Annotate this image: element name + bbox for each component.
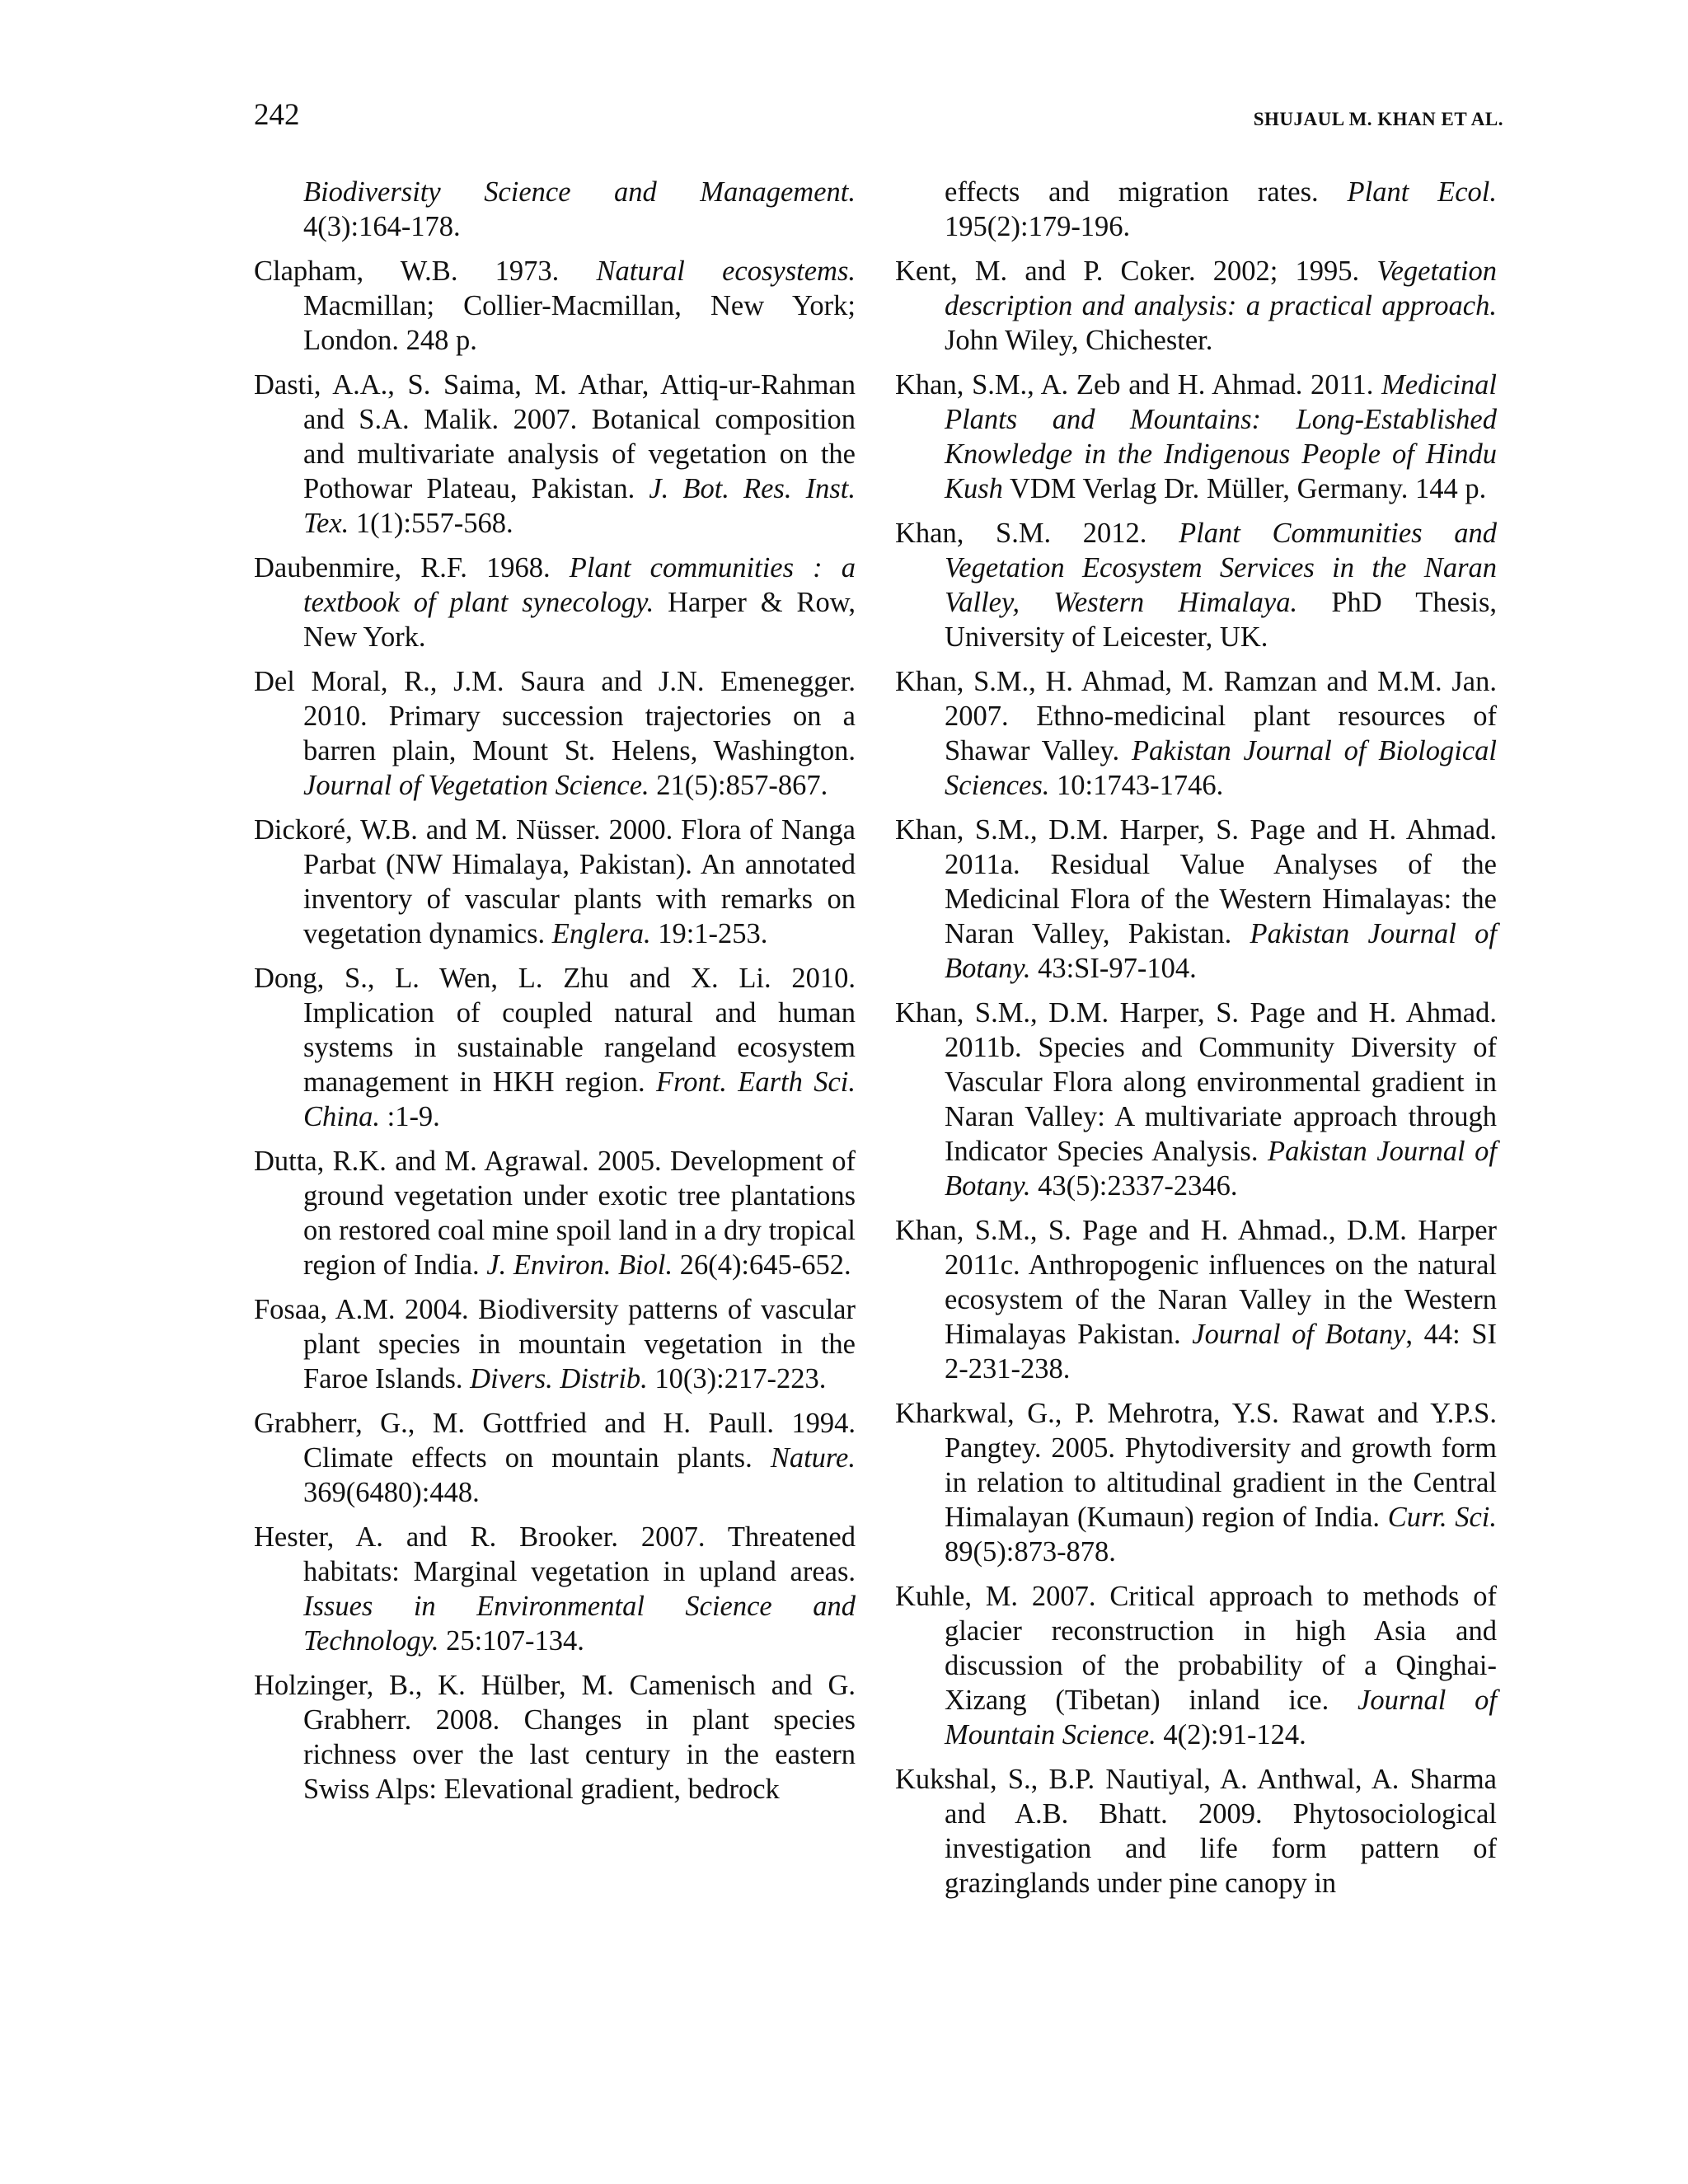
- reference-continuation: [254, 175, 856, 244]
- reference-continuation: [895, 175, 1497, 244]
- reference-entry: [254, 961, 856, 1134]
- reference-entry: [895, 813, 1497, 986]
- reference-entry: [895, 1762, 1497, 1900]
- reference-entry: [254, 1668, 856, 1807]
- reference-text: Khan, S.M., D.M. Harper, S. Page and H. Ahmad. 2011b. Species and Community Diversity of Vascular Flora along environmental gradient in Naran Valley: A multivariate approach through Indicator Species Analysis.: [895, 997, 1497, 1167]
- reference-source-italic: Plant communities : a textbook of plant synecology.: [303, 552, 856, 618]
- reference-text: 10:1743-1746.: [1049, 770, 1224, 801]
- reference-text: Kharkwal, G., P. Mehrotra, Y.S. Rawat and Y.P.S. Pangtey. 2005. Phytodiversity and growth form in relation to altitudinal gradient in the Central Himalayan (Kumaun) region of India.: [895, 1398, 1497, 1533]
- reference-entry: [895, 664, 1497, 803]
- reference-text: Dutta, R.K. and M. Agrawal. 2005. Development of ground vegetation under exotic tree plantations on restored coal mine spoil land in a dry tropical region of India.: [254, 1146, 856, 1281]
- reference-text: Kukshal, S., B.P. Nautiyal, A. Anthwal, A. Sharma and A.B. Bhatt. 2009. Phytosociological investigation and life form pattern of grazinglands under pine canopy in: [895, 1764, 1497, 1899]
- reference-text: 369(6480):448.: [303, 1477, 480, 1508]
- reference-source-italic: Plant Communities and Vegetation Ecosystem Services in the Naran Valley, Western Himalaya.: [945, 518, 1497, 618]
- reference-source-italic: J. Bot. Res. Inst. Tex.: [303, 473, 856, 539]
- reference-source-italic: Plant Ecol.: [1347, 176, 1498, 208]
- reference-source-italic: Pakistan Journal of Biological Sciences.: [945, 735, 1497, 801]
- references-right-column: [895, 175, 1497, 1910]
- reference-text: Fosaa, A.M. 2004. Biodiversity patterns of vascular plant species in mountain vegetation in the Faroe Islands.: [254, 1294, 856, 1394]
- reference-text: 21(5):857-867.: [649, 770, 828, 801]
- page-number: 242: [254, 98, 300, 132]
- reference-text: Khan, S.M., D.M. Harper, S. Page and H. Ahmad. 2011a. Residual Value Analyses of the Medicinal Flora of the Western Himalayas: the Naran Valley, Pakistan.: [895, 814, 1497, 949]
- reference-source-italic: Pakistan Journal of Botany.: [945, 918, 1497, 984]
- reference-entry: [895, 516, 1497, 654]
- reference-source-italic: J. Environ. Biol.: [486, 1249, 673, 1281]
- reference-source-italic: Journal of Vegetation Science.: [303, 770, 649, 801]
- reference-text: Khan, S.M. 2012.: [895, 518, 1179, 549]
- reference-entry: [254, 368, 856, 541]
- reference-text: Dickoré, W.B. and M. Nüsser. 2000. Flora of Nanga Parbat (NW Himalaya, Pakistan). An annotated inventory of vascular plants with remarks on vegetation dynamics.: [254, 814, 856, 949]
- reference-text: Hester, A. and R. Brooker. 2007. Threatened habitats: Marginal vegetation in upland areas.: [254, 1521, 856, 1587]
- reference-text: 195(2):179-196.: [945, 211, 1131, 242]
- reference-source-italic: Medicinal Plants and Mountains: Long-Established Knowledge in the Indigenous People of Hindu Kush: [945, 369, 1497, 504]
- reference-entry: [254, 551, 856, 654]
- reference-entry: [895, 996, 1497, 1203]
- reference-entry: [254, 813, 856, 951]
- running-head: SHUJAUL M. KHAN ET AL.: [1253, 109, 1503, 129]
- reference-text: Kent, M. and P. Coker. 2002; 1995.: [895, 255, 1377, 287]
- reference-text: Daubenmire, R.F. 1968.: [254, 552, 570, 583]
- reference-source-italic: Front. Earth Sci. China.: [303, 1066, 856, 1132]
- reference-entry: [895, 1579, 1497, 1752]
- reference-source-italic: Journal of Botany: [1192, 1319, 1406, 1350]
- reference-source-italic: Natural ecosystems.: [596, 255, 856, 287]
- reference-text: :1-9.: [379, 1101, 440, 1132]
- reference-entry: [895, 254, 1497, 358]
- reference-text: 10(3):217-223.: [647, 1363, 827, 1394]
- reference-source-italic: Divers. Distrib.: [470, 1363, 648, 1394]
- reference-entry: [254, 254, 856, 358]
- reference-text: Khan, S.M., S. Page and H. Ahmad., D.M. Harper 2011c. Anthropogenic influences on the natural ecosystem of the Naran Valley in the Western Himalayas Pakistan.: [895, 1215, 1497, 1350]
- reference-text: 4(3):164-178.: [303, 211, 461, 242]
- reference-entry: [254, 1406, 856, 1510]
- reference-text: Grabherr, G., M. Gottfried and H. Paull. 1994. Climate effects on mountain plants.: [254, 1408, 856, 1474]
- reference-source-italic: Pakistan Journal of Botany.: [945, 1136, 1497, 1202]
- reference-text: Holzinger, B., K. Hülber, M. Camenisch and G. Grabherr. 2008. Changes in plant species richness over the last century in the eastern Swiss Alps: Elevational gradient, bedrock: [254, 1670, 856, 1805]
- reference-text: , 44: SI 2-231-238.: [945, 1319, 1498, 1385]
- reference-entry: [895, 368, 1497, 506]
- reference-text: Clapham, W.B. 1973.: [254, 255, 597, 287]
- reference-source-italic: Englera.: [551, 918, 651, 949]
- reference-source-italic: Issues in Environmental Science and Technology.: [303, 1591, 856, 1657]
- reference-text: 26(4):645-652.: [673, 1249, 851, 1281]
- reference-text: Dong, S., L. Wen, L. Zhu and X. Li. 2010. Implication of coupled natural and human systems in sustainable rangeland ecosystem management in HKH region.: [254, 963, 856, 1098]
- reference-entry: [254, 1520, 856, 1658]
- reference-text: Harper & Row, New York.: [303, 587, 856, 653]
- reference-text: Macmillan; Collier-Macmillan, New York; London. 248 p.: [303, 290, 856, 356]
- reference-entry: [895, 1396, 1497, 1569]
- reference-text: 19:1-253.: [650, 918, 768, 949]
- reference-text: PhD Thesis, University of Leicester, UK.: [945, 587, 1497, 653]
- reference-source-italic: Biodiversity Science and Management.: [303, 176, 856, 208]
- reference-text: John Wiley, Chichester.: [945, 325, 1213, 356]
- reference-text: 89(5):873-878.: [945, 1536, 1116, 1568]
- reference-entry: [254, 1144, 856, 1282]
- reference-text: Kuhle, M. 2007. Critical approach to methods of glacier reconstruction in high Asia and discussion of the probability of a Qinghai-Xizang (Tibetan) inland ice.: [895, 1581, 1497, 1716]
- reference-text: Dasti, A.A., S. Saima, M. Athar, Attiq-ur-Rahman and S.A. Malik. 2007. Botanical composition and multivariate analysis of vegetation on the Pothowar Plateau, Pakistan.: [254, 369, 856, 504]
- reference-source-italic: Journal of Mountain Science.: [945, 1685, 1497, 1750]
- reference-source-italic: Curr. Sci.: [1387, 1502, 1498, 1533]
- reference-text: effects and migration rates.: [945, 176, 1348, 208]
- reference-text: 25:107-134.: [438, 1625, 584, 1657]
- reference-text: 43(5):2337-2346.: [1030, 1170, 1238, 1202]
- reference-entry: [254, 664, 856, 803]
- reference-text: 4(2):91-124.: [1156, 1719, 1306, 1750]
- reference-entry: [254, 1292, 856, 1396]
- reference-text: 43:SI-97-104.: [1030, 953, 1197, 984]
- reference-text: 1(1):557-568.: [349, 508, 513, 539]
- reference-text: Khan, S.M., A. Zeb and H. Ahmad. 2011.: [895, 369, 1382, 401]
- reference-source-italic: Vegetation description and analysis: a practical approach.: [945, 255, 1497, 321]
- reference-text: Khan, S.M., H. Ahmad, M. Ramzan and M.M. Jan. 2007. Ethno-medicinal plant resources of Shawar Valley.: [895, 666, 1497, 766]
- reference-source-italic: Nature.: [770, 1442, 856, 1474]
- reference-entry: [895, 1213, 1497, 1386]
- reference-text: Del Moral, R., J.M. Saura and J.N. Emenegger. 2010. Primary succession trajectories on a barren plain, Mount St. Helens, Washington.: [254, 666, 856, 766]
- references-left-column: [254, 175, 856, 1816]
- reference-text: VDM Verlag Dr. Müller, Germany. 144 p.: [1002, 473, 1487, 504]
